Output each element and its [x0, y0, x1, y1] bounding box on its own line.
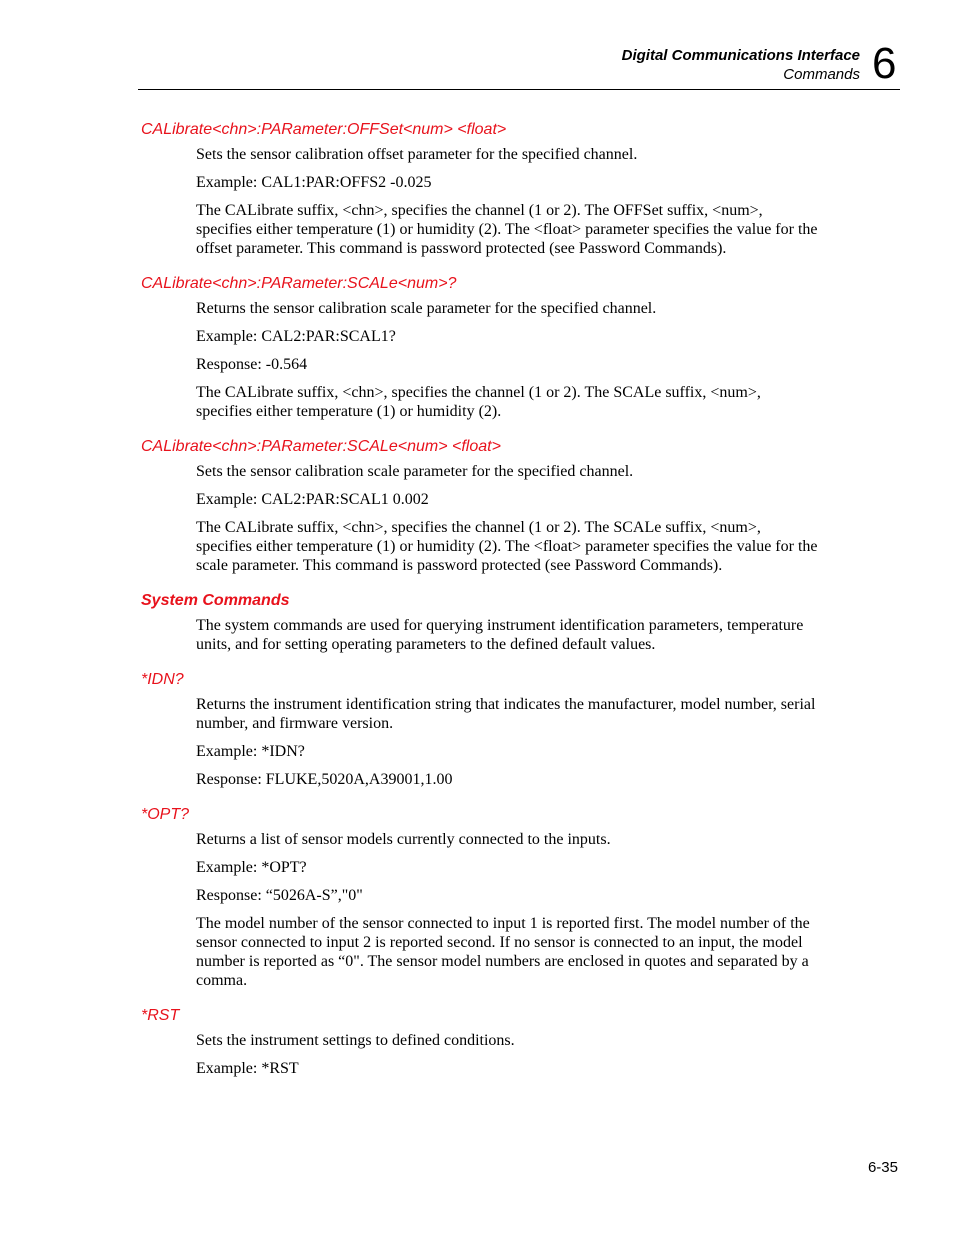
page-number: 6-35: [867, 1159, 898, 1176]
body-paragraph: Example: *RST: [196, 1060, 299, 1077]
body-paragraph: Response: FLUKE,5020A,A39001,1.00: [196, 771, 453, 788]
header-rule: [138, 89, 900, 90]
command-section: [0, 274, 954, 421]
command-section: [0, 670, 954, 789]
command-section: [0, 805, 954, 990]
page-body: [0, 120, 954, 1087]
body-paragraph: The CALibrate suffix, <chn>, specifies the channel (1 or 2). The OFFSet suffix, <num>, specifies either temperature (1) or humidity (2). The <float> parameter specifies the value for the offset parameter. This command is password protected (see Password Commands).: [196, 202, 818, 257]
body-paragraph: Sets the sensor calibration offset parameter for the specified channel.: [196, 146, 638, 163]
body-paragraph: Returns the sensor calibration scale parameter for the specified channel.: [196, 300, 657, 317]
section-heading: CALibrate<chn>:PARameter:SCALe<num> <float>: [141, 438, 501, 455]
body-paragraph: Example: CAL2:PAR:SCAL1 0.002: [196, 491, 429, 508]
section-heading: *OPT?: [141, 806, 190, 823]
command-section: [0, 1006, 954, 1078]
section-heading: CALibrate<chn>:PARameter:SCALe<num>?: [141, 275, 457, 292]
body-paragraph: Returns the instrument identification string that indicates the manufacturer, model number, serial number, and firmware version.: [196, 696, 816, 732]
running-header-title: Digital Communications Interface: [621, 47, 860, 64]
body-paragraph: The system commands are used for querying instrument identification parameters, temperature units, and for setting operating parameters to the defined default values.: [196, 617, 804, 653]
body-paragraph: Example: *IDN?: [196, 743, 305, 760]
body-paragraph: The model number of the sensor connected to input 1 is reported first. The model number of the sensor connected to input 2 is reported second. If no sensor is connected to an input, the model number is reported as “0". The sensor model numbers are enclosed in quotes and separated by a comma.: [196, 915, 810, 989]
body-paragraph: Returns a list of sensor models currently connected to the inputs.: [196, 831, 611, 848]
section-heading: *RST: [141, 1007, 180, 1024]
body-paragraph: Response: “5026A-S”,"0": [196, 887, 363, 904]
command-section: [0, 437, 954, 575]
body-paragraph: Example: *OPT?: [196, 859, 307, 876]
body-paragraph: Response: -0.564: [196, 356, 308, 373]
body-paragraph: The CALibrate suffix, <chn>, specifies the channel (1 or 2). The SCALe suffix, <num>, specifies either temperature (1) or humidity (2).: [196, 384, 761, 420]
running-header-subtitle: Commands: [783, 66, 860, 83]
chapter-number: 6: [872, 39, 897, 88]
body-paragraph: The CALibrate suffix, <chn>, specifies the channel (1 or 2). The SCALe suffix, <num>, specifies either temperature (1) or humidity (2). The <float> parameter specifies the value for the scale parameter. This command is password protected (see Password Commands).: [196, 519, 818, 574]
body-paragraph: Sets the sensor calibration scale parameter for the specified channel.: [196, 463, 634, 480]
command-section: [0, 120, 954, 258]
section-heading: System Commands: [141, 592, 290, 609]
section-heading: CALibrate<chn>:PARameter:OFFSet<num> <float>: [141, 121, 507, 138]
body-paragraph: Example: CAL2:PAR:SCAL1?: [196, 328, 396, 345]
section-heading: *IDN?: [141, 671, 184, 688]
body-paragraph: Sets the instrument settings to defined conditions.: [196, 1032, 515, 1049]
body-paragraph: Example: CAL1:PAR:OFFS2 -0.025: [196, 174, 432, 191]
command-section: [0, 591, 954, 654]
